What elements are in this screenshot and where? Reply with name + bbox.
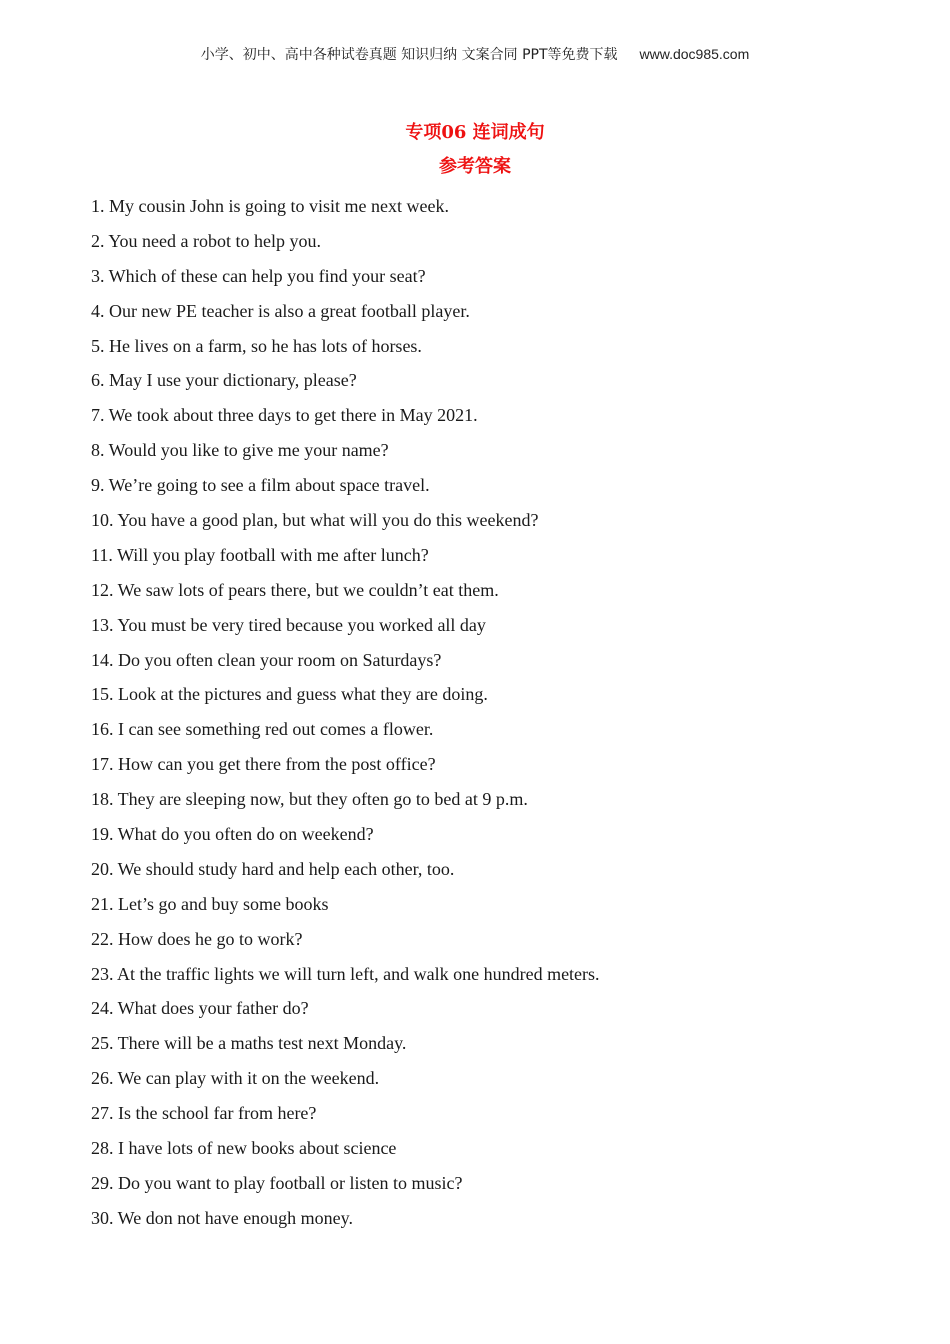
page-title: 专项06 连词成句 [405, 122, 545, 143]
answer-item: 1. My cousin John is going to visit me next week. [91, 196, 449, 216]
answer-item: 27. Is the school far from here? [91, 1103, 317, 1124]
answer-item: 20. We should study hard and help each other, too. [91, 858, 455, 879]
answer-item: 5. He lives on a farm, so he has lots of horses. [91, 335, 422, 356]
answer-item: 17. How can you get there from the post office? [91, 754, 436, 775]
answer-item: 23. At the traffic lights we will turn left, and walk one hundred meters. [91, 963, 600, 984]
answer-item: 4. Our new PE teacher is also a great football player. [91, 300, 470, 321]
answer-item: 21. Let’s go and buy some books [91, 893, 329, 914]
answer-item: 12. We saw lots of pears there, but we couldn’t eat them. [91, 579, 499, 600]
answer-item: 14. Do you often clean your room on Saturdays? [91, 649, 442, 670]
answer-item: 3. Which of these can help you find your seat? [91, 265, 426, 286]
answer-item: 7. We took about three days to get there in May 2021. [91, 405, 478, 426]
answer-item: 30. We don not have enough money. [91, 1207, 354, 1228]
answer-item: 10. You have a good plan, but what will you do this weekend? [91, 510, 539, 531]
page-subtitle: 参考答案 [439, 156, 511, 177]
answer-item: 16. I can see something red out comes a flower. [91, 719, 434, 740]
answer-item: 29. Do you want to play football or listen to music? [91, 1172, 463, 1193]
header-site-link[interactable]: www.doc985.com [639, 46, 750, 62]
answer-item: 13. You must be very tired because you worked all day [91, 614, 486, 635]
answer-item: 26. We can play with it on the weekend. [91, 1068, 380, 1089]
answer-list [91, 189, 891, 1236]
header-text: 小学、初中、高中各种试卷真题 知识归纳 文案合同 PPT等免费下载 [200, 47, 618, 63]
answer-item: 22. How does he go to work? [91, 928, 303, 949]
answer-item: 25. There will be a maths test next Monday. [91, 1033, 407, 1054]
title-block [0, 120, 950, 180]
page-header [0, 44, 950, 64]
answer-item: 15. Look at the pictures and guess what they are doing. [91, 684, 488, 705]
answer-item: 28. I have lots of new books about science [91, 1138, 397, 1159]
answer-item: 11. Will you play football with me after lunch? [91, 544, 429, 565]
answer-item: 9. We’re going to see a film about space travel. [91, 475, 430, 496]
answer-item: 19. What do you often do on weekend? [91, 824, 374, 845]
answer-item: 2. You need a robot to help you. [91, 230, 321, 251]
answer-item: 18. They are sleeping now, but they often go to bed at 9 p.m. [91, 789, 528, 810]
answer-item: 8. Would you like to give me your name? [91, 440, 389, 461]
answer-item: 6. May I use your dictionary, please? [91, 370, 357, 391]
answer-item: 24. What does your father do? [91, 998, 309, 1019]
